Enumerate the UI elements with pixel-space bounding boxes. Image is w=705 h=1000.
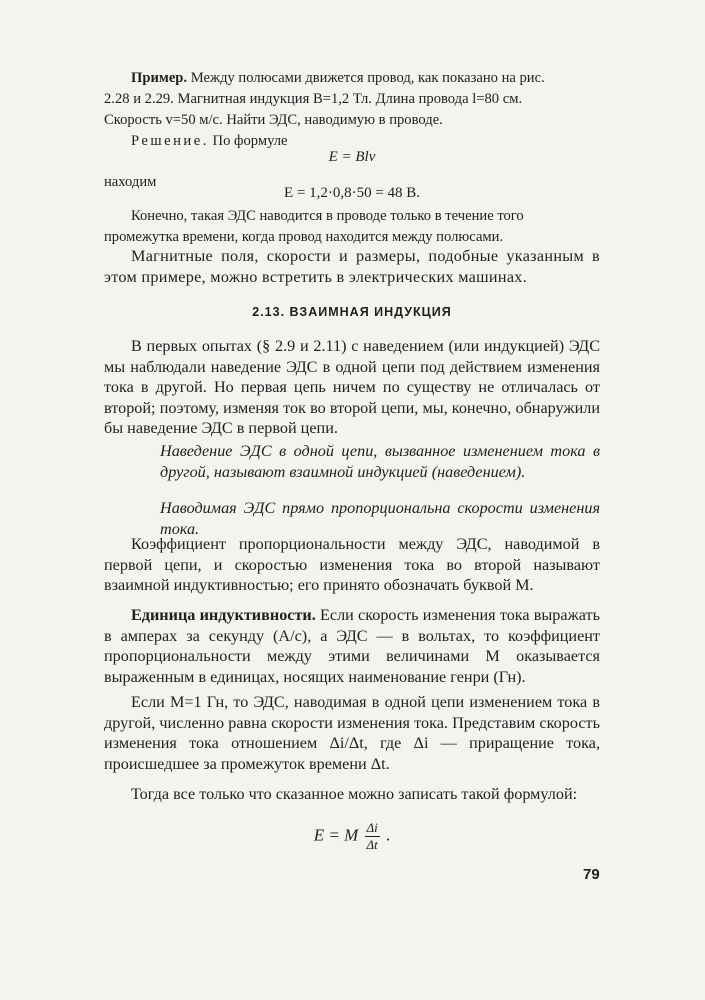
example-block — [104, 68, 600, 152]
paragraph-then: Тогда все только что сказанное можно записать такой формулой: — [131, 785, 578, 803]
formula-calc: E = 1,2·0,8·50 = 48 В. — [283, 185, 421, 201]
definition-proportional: Наводимая ЭДС прямо пропорциональна скорости изменения тока. — [160, 499, 600, 538]
formula-numerator: Δi — [366, 820, 378, 835]
paragraph-coefficient: Коэффициент пропорциональности между ЭДС, наводимой в первой цепи, и скоростью изменения тока во второй называют взаимной индуктивностью; его принято обозначать буквой M. — [104, 535, 600, 595]
page-number: 79 — [583, 866, 600, 883]
paragraph-fields: Магнитные поля, скорости и размеры, подобные указанным в этом примере, можно встретить в электрических машинах. — [104, 247, 600, 286]
found-word: находим — [104, 174, 157, 190]
section-heading: 2.13. ВЗАИМНАЯ ИНДУКЦИЯ — [252, 305, 452, 319]
formula-period: . — [386, 825, 391, 845]
solution-line: Решение. По формуле — [131, 133, 288, 149]
definition-mutual-induction: Наведение ЭДС в одной цепи, вызванное изменением тока в другой, называют взаимной индукцией (наведением). — [160, 442, 600, 481]
example-line-3: Скорость v=50 м/с. Найти ЭДС, наводимую в проводе. — [104, 112, 443, 128]
example-note: Конечно, такая ЭДС наводится в проводе только в течение того промежутка времени, когда провод находится между полюсами. — [104, 208, 524, 245]
paragraph-first: В первых опытах (§ 2.9 и 2.11) с наведением (или индукцией) ЭДС мы наблюдали наведение ЭДС в одной цепи под действием изменения тока в другой. Но первая цепь ничем по существу не отличалась от второй; поэтому, изменяя ток во второй цепи, мы, конечно, обнаружили бы наведение ЭДС в первой цепи. — [104, 337, 600, 438]
formula-mutual — [104, 820, 600, 853]
solution-label: Решение. — [131, 133, 209, 149]
paragraph-unit: Единица индуктивности. Если скорость изменения тока выражать в амперах за секунду (А/с), а ЭДС — в вольтах, то коэффициент пропорциональности между этими величинами M оказывается выраженным в единицах, носящих наименование генри (Гн). — [104, 606, 600, 686]
example-label: Пример. — [131, 70, 188, 86]
example-line-2: 2.28 и 2.29. Магнитная индукция B=1,2 Тл. Длина провода l=80 см. — [104, 91, 523, 107]
formula-lhs: E = M — [313, 825, 359, 845]
formula-fraction — [365, 820, 380, 853]
formula-denominator: Δt — [366, 837, 378, 852]
paragraph-m-equals-one: Если M=1 Гн, то ЭДС, наводимая в одной цепи изменением тока в другой, численно равна скорости изменения тока. Представим скорость изменения тока отношением Δi/Δt, где Δi — приращение тока, происшедшее за промежуток времени Δt. — [104, 693, 600, 773]
example-line-1: Пример. Между полюсами движется провод, как показано на рис. — [131, 70, 545, 86]
unit-label: Единица индуктивности. — [131, 606, 316, 624]
formula-blv: E = Blv — [328, 149, 376, 165]
